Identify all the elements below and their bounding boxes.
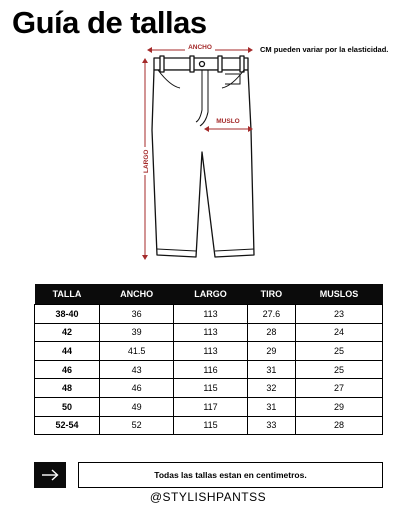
cell-largo: 113 [174, 305, 247, 324]
header-tiro: TIRO [247, 284, 295, 305]
cell-ancho: 52 [99, 416, 173, 435]
table-row [35, 379, 383, 398]
cell-muslos: 28 [296, 416, 383, 435]
cell-tiro: 31 [247, 360, 295, 379]
cell-ancho: 36 [99, 305, 173, 324]
cell-largo: 115 [174, 416, 247, 435]
pants-diagram [130, 40, 270, 270]
cell-largo: 115 [174, 379, 247, 398]
cell-tiro: 28 [247, 323, 295, 342]
table-row [35, 416, 383, 435]
size-table [34, 284, 383, 435]
cell-ancho: 41.5 [99, 342, 173, 361]
cell-tiro: 32 [247, 379, 295, 398]
cell-muslos: 29 [296, 397, 383, 416]
table-header-row [35, 284, 383, 305]
table-row [35, 323, 383, 342]
cell-largo: 113 [174, 323, 247, 342]
cell-muslos: 27 [296, 379, 383, 398]
cell-largo: 117 [174, 397, 247, 416]
muslo-label: MUSLO [216, 118, 240, 125]
cell-talla: 44 [35, 342, 100, 361]
cell-ancho: 39 [99, 323, 173, 342]
cell-talla: 48 [35, 379, 100, 398]
table-row [35, 305, 383, 324]
arrow-right-icon [41, 469, 59, 481]
cell-largo: 116 [174, 360, 247, 379]
cell-largo: 113 [174, 342, 247, 361]
cell-talla: 42 [35, 323, 100, 342]
header-talla: TALLA [35, 284, 100, 305]
cell-talla: 50 [35, 397, 100, 416]
cell-tiro: 29 [247, 342, 295, 361]
units-notice-text: Todas las tallas estan en centimetros. [154, 470, 307, 480]
elasticity-note: CM pueden variar por la elasticidad. [260, 45, 389, 54]
cell-muslos: 25 [296, 360, 383, 379]
table-row [35, 360, 383, 379]
cell-tiro: 27.6 [247, 305, 295, 324]
cell-talla: 52-54 [35, 416, 100, 435]
units-notice [78, 462, 383, 488]
cell-tiro: 33 [247, 416, 295, 435]
cell-talla: 46 [35, 360, 100, 379]
ancho-label: ANCHO [188, 44, 212, 51]
cell-ancho: 49 [99, 397, 173, 416]
cell-muslos: 25 [296, 342, 383, 361]
pants-outline [152, 56, 254, 257]
largo-measure [140, 58, 150, 260]
page-title: Guía de tallas [12, 5, 207, 40]
brand-handle: @STYLISHPANTSS [149, 490, 267, 504]
header-muslos: MUSLOS [296, 284, 383, 305]
cell-ancho: 46 [99, 379, 173, 398]
cell-muslos: 24 [296, 323, 383, 342]
arrow-button [34, 462, 66, 488]
cell-tiro: 31 [247, 397, 295, 416]
ancho-measure [147, 42, 253, 53]
table-row [35, 397, 383, 416]
cell-talla: 38-40 [35, 305, 100, 324]
table-row [35, 342, 383, 361]
header-ancho: ANCHO [99, 284, 173, 305]
cell-muslos: 23 [296, 305, 383, 324]
largo-label: LARGO [143, 149, 150, 173]
header-largo: LARGO [174, 284, 247, 305]
cell-ancho: 43 [99, 360, 173, 379]
